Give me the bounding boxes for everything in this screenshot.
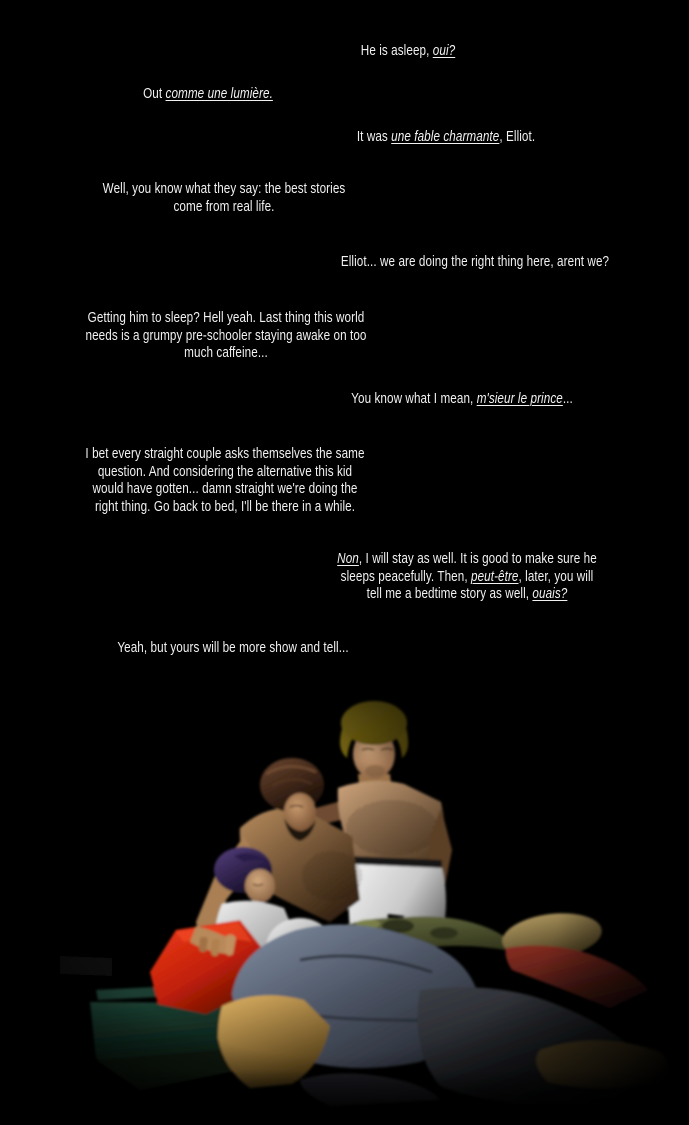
dialogue-segment: He is asleep, xyxy=(360,42,433,59)
dialogue-text-line xyxy=(85,480,364,498)
french-phrase: une fable charmante xyxy=(391,128,500,145)
dialogue-segment: It was xyxy=(356,128,392,145)
french-phrase: comme une lumière. xyxy=(165,85,273,102)
dialogue-segment: , I will stay as well. It is good to make sure he xyxy=(358,550,597,567)
dialogue-segment: , Elliot. xyxy=(499,128,536,145)
dialogue-text-line xyxy=(85,327,366,345)
dialogue-segment: You know what I mean, xyxy=(351,390,477,407)
vignette-overlay xyxy=(0,690,689,1125)
dialogue-text-line xyxy=(103,180,346,198)
french-phrase: m'sieur le prince xyxy=(476,390,563,407)
dialogue-segment: ... xyxy=(562,390,573,407)
dialogue-segment: Elliot... we are doing the right thing here, arent we? xyxy=(340,253,610,270)
dialogue-balloon xyxy=(337,550,597,603)
french-phrase: ouais? xyxy=(532,585,568,602)
dialogue-segment: much caffeine... xyxy=(184,344,268,361)
dialogue-segment: right thing. Go back to bed, I'll be there in a while. xyxy=(94,497,356,515)
dialogue-segment: Yeah, but yours will be more show and tell... xyxy=(117,639,349,656)
dialogue-segment: question. And considering the alternative this kid xyxy=(97,462,353,480)
dialogue-balloon xyxy=(117,639,348,657)
dialogue-text-line xyxy=(143,85,273,103)
scene-render xyxy=(0,690,689,1125)
dialogue-text-line xyxy=(103,198,346,216)
dialogue-text-line xyxy=(361,42,455,60)
dialogue-balloon xyxy=(85,309,366,362)
dialogue-text-line xyxy=(117,639,348,657)
dialogue-balloon xyxy=(143,85,273,103)
dialogue-text-line xyxy=(337,568,597,586)
dialogue-balloon xyxy=(341,253,609,271)
dialogue-balloon xyxy=(85,445,364,515)
dialogue-balloon xyxy=(103,180,346,215)
dialogue-segment: come from real life. xyxy=(173,197,275,215)
dialogue-segment: would have gotten... damn straight we're doing the xyxy=(92,480,358,497)
dialogue-text-line xyxy=(341,253,609,271)
french-phrase: Non xyxy=(337,550,359,567)
dialogue-text-line xyxy=(337,550,597,568)
dialogue-segment: Out xyxy=(143,85,166,102)
dialogue-segment: sleeps peacefully. Then, xyxy=(340,567,471,585)
dialogue-segment: Getting him to sleep? Hell yeah. Last thing this world xyxy=(87,309,365,326)
dialogue-text-line xyxy=(85,498,364,516)
dialogue-text-line xyxy=(85,445,364,463)
dialogue-text-line xyxy=(337,585,597,603)
dialogue-segment: , later, you will xyxy=(518,567,594,585)
dialogue-balloon xyxy=(351,390,573,408)
dialogue-segment: I bet every straight couple asks themselves the same xyxy=(85,445,365,462)
dialogue-balloon xyxy=(361,42,455,60)
french-phrase: oui? xyxy=(432,42,456,59)
dialogue-text-line xyxy=(351,390,573,408)
dialogue-balloon xyxy=(357,128,535,146)
french-phrase: peut-être xyxy=(470,567,519,585)
dialogue-text-line xyxy=(85,463,364,481)
dialogue-text-line xyxy=(85,344,366,362)
dialogue-segment: tell me a bedtime story as well, xyxy=(366,585,533,602)
dialogue-segment: needs is a grumpy pre-schooler staying awake on too xyxy=(85,326,367,344)
dialogue-text-line xyxy=(357,128,535,146)
dialogue-text-line xyxy=(85,309,366,327)
dialogue-segment: Well, you know what they say: the best stories xyxy=(102,180,346,197)
